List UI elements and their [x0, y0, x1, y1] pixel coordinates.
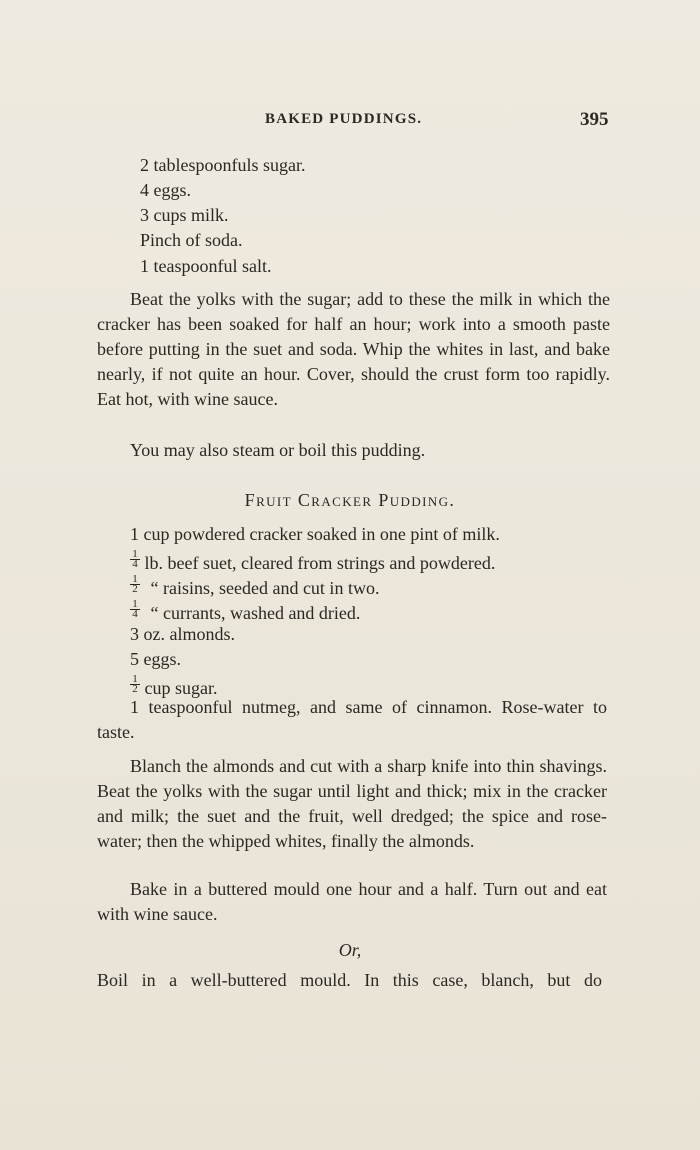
fraction: $\frac{1}{4}$	[130, 600, 140, 619]
fraction: $\frac{1}{2}$	[130, 675, 140, 694]
ingredient-paragraph: 1 teaspoonful nutmeg, and same of cinnamon. Rose-water to taste.	[97, 697, 607, 742]
ingredient-line: 2 tablespoonfuls sugar.	[140, 155, 306, 175]
fraction: $\frac{1}{4}$	[130, 550, 140, 569]
recipe-title	[0, 490, 700, 511]
instruction-paragraph: Beat the yolks with the sugar; add to these the milk in which the cracker has been soaked for half an hour; work into a smooth paste before putting in the suet and soda. Whip the whites in last, and bake nearly, if not quite an hour. Cover, should the crust form too rapidly. Eat hot, with wine sauce.	[97, 289, 610, 409]
ingredient-line: 3 oz. almonds.	[130, 624, 235, 644]
ingredient-line: 5 eggs.	[130, 649, 181, 669]
or-label: Or,	[338, 940, 362, 960]
ingredient-line: $\frac{1}{4}$ lb. beef suet, cleared from strings and powdered.	[130, 550, 495, 572]
ingredient-line: 4 eggs.	[140, 180, 191, 200]
running-header: BAKED PUDDINGS.	[265, 111, 423, 127]
ingredient-line: $\frac{1}{4}$ “ currants, washed and dried.	[130, 600, 360, 622]
ingredient-line: 1 teaspoonful salt.	[140, 256, 272, 276]
ingredient-line: 1 cup powdered cracker soaked in one pint of milk.	[130, 524, 500, 544]
instruction-paragraph: Bake in a buttered mould one hour and a half. Turn out and eat with wine sauce.	[97, 879, 607, 924]
instruction-paragraph: Boil in a well-buttered mould. In this case, blanch, but do	[97, 970, 602, 990]
recipe-title-text: Fruit Cracker Pudding.	[244, 490, 456, 510]
page-number: 395	[580, 109, 609, 130]
fraction: $\frac{1}{2}$	[130, 575, 140, 594]
ingredient-line: $\frac{1}{2}$ “ raisins, seeded and cut in two.	[130, 575, 379, 597]
ingredient-line: 3 cups milk.	[140, 205, 229, 225]
ingredient-line: $\frac{1}{2}$ cup sugar.	[130, 675, 217, 697]
instruction-paragraph: Blanch the almonds and cut with a sharp knife into thin shavings. Beat the yolks with the sugar until light and thick; mix in the cracker and milk; the suet and the fruit, well dredged; the spice and rose-water; then the whipped whites, finally the almonds.	[97, 756, 607, 851]
ingredient-line: Pinch of soda.	[140, 230, 243, 250]
instruction-paragraph: You may also steam or boil this pudding.	[130, 440, 426, 460]
